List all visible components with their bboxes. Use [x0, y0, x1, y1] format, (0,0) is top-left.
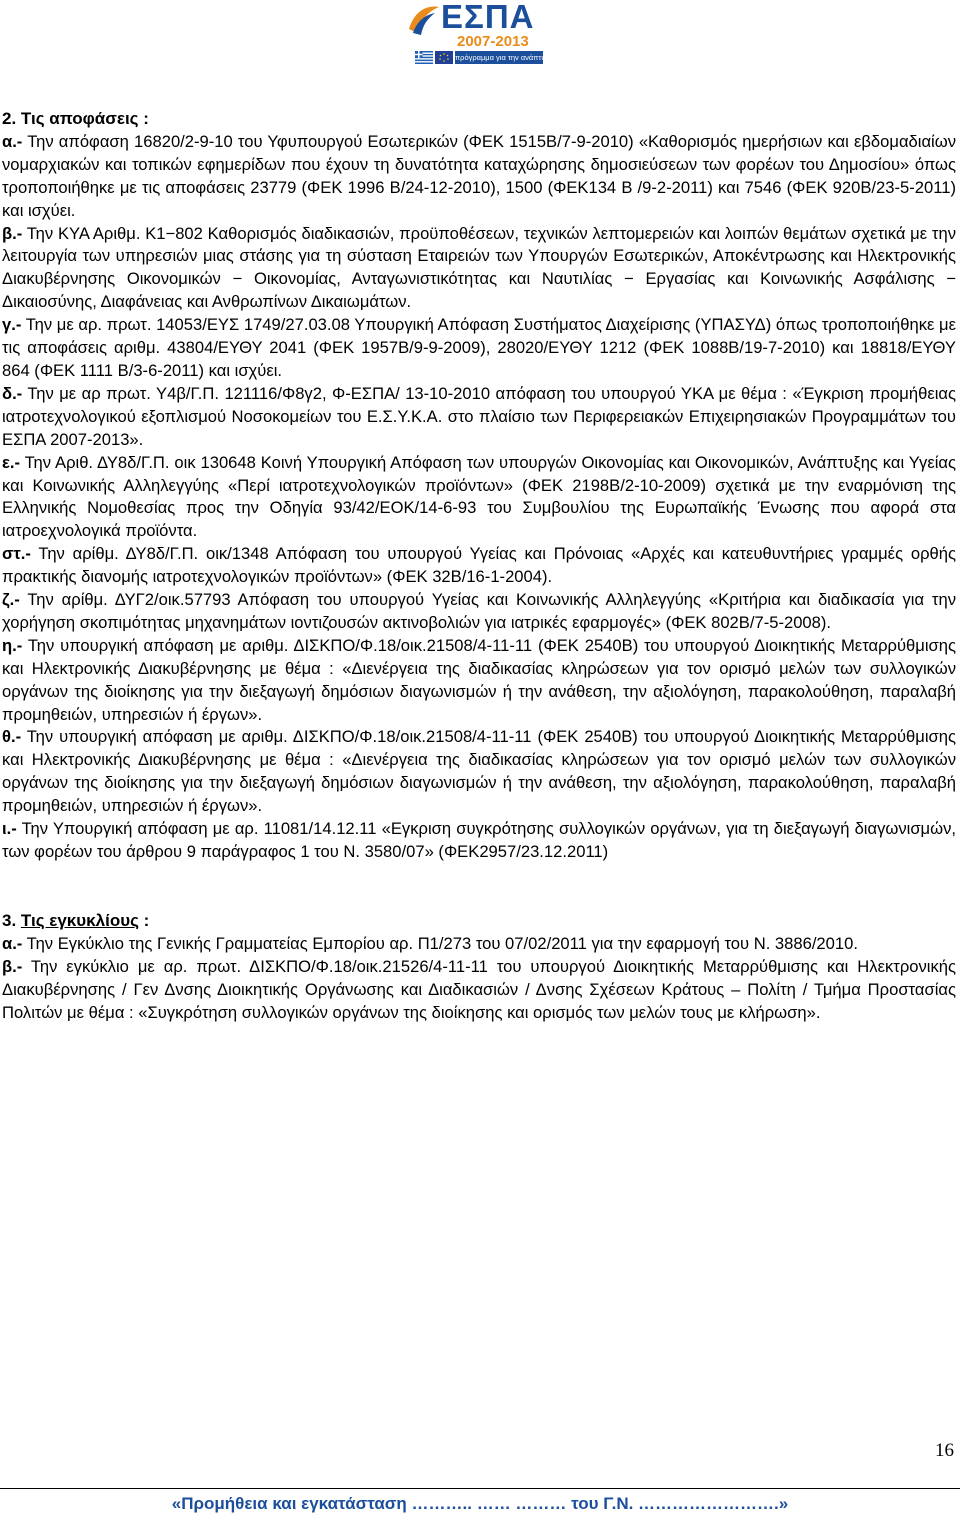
footer-text: «Προμήθεια και εγκατάσταση ……….. …… ……… του Γ.Ν. …………………….» — [171, 1494, 789, 1513]
item-text: Την εγκύκλιο με αρ. πρωτ. ΔΙΣΚΠΟ/Φ.18/οικ.21526/4-11-11 του υπουργού Διοικητικής Μεταρρύθμισης και Ηλεκτρονικής Διακυβέρνησης / Γεν Δνσης Διοικητικής Οργάνωσης και Διαδικασιών / Δνσης Σχέσεων Κράτους – Πολίτη / Τμήμα Προστασίας Πολιτών με θέμα : «Συγκρότηση συλλογικών οργάνων της διοίκησης και ορισμός των μελών τους με κλήρωση». — [2, 956, 956, 1022]
item-label: θ.- — [2, 727, 22, 747]
logo-title: ΕΣΠΑ — [441, 0, 535, 35]
item-text: Την Υπουργική απόφαση με αρ. 11081/14.12.11 «Εγκριση συγκρότησης συλλογικών οργάνων, για τη διεξαγωγή διαγωνισμών, των φορέων του άρθρου 9 παράγραφος 1 του Ν. 3580/07» (ΦΕΚ2957/23.12.2011) — [2, 819, 956, 861]
item-text: Την υπουργική απόφαση με αριθμ. ΔΙΣΚΠΟ/Φ.18/οικ.21508/4-11-11 (ΦΕΚ 2540Β) του υπουργού Διοικητικής Μεταρρύθμισης και Ηλεκτρονικής Διακυβέρνησης με θέμα : «Διενέργεια της διαδικασίας κληρώσεων για τον ορισμό μελών των συλλογικών οργάνων της διοίκησης για την διεξαγωγή δημόσιων διαγωνισμών ή την ανάθεση, την αξιολόγηση, παρακολούθηση, παραλαβή προμηθειών, υπηρεσιών ή έργων». — [2, 727, 956, 816]
footer-divider — [0, 1488, 960, 1489]
decision-item-h — [2, 635, 956, 727]
decision-item-st — [2, 543, 956, 589]
swoosh-icon — [405, 3, 441, 37]
circular-item-a — [2, 933, 956, 956]
decision-item-d — [2, 383, 956, 452]
item-label: β.- — [2, 956, 23, 976]
section-3-colon: : — [138, 910, 150, 930]
item-label: η.- — [2, 635, 23, 655]
logo-bar — [415, 51, 554, 65]
item-label: ι.- — [2, 819, 17, 839]
decision-item-a — [2, 131, 956, 223]
item-text: Την υπουργική απόφαση με αριθμ. ΔΙΣΚΠΟ/Φ.18/οικ.21508/4-11-11 (ΦΕΚ 2540Β) του υπουργού Διοικητικής Μεταρρύθμισης και Ηλεκτρονικής Διακυβέρνησης με θέμα : «Διενέργεια της διαδικασίας κληρώσεων για τον ορισμό μελών των συλλογικών οργάνων της διοίκησης για την διεξαγωγή δημόσιων διαγωνισμών ή την ανάθεση, την αξιολόγηση, παρακολούθηση, παραλαβή προμηθειών, υπηρεσιών ή έργων». — [2, 635, 956, 724]
section-2-title: 2. Τις αποφάσεις : — [2, 109, 149, 128]
item-label: α.- — [2, 933, 23, 953]
item-label: στ.- — [2, 544, 31, 564]
item-label: α.- — [2, 131, 23, 151]
decision-item-i — [2, 818, 956, 864]
decision-item-c — [2, 314, 956, 383]
decision-item-th — [2, 726, 956, 818]
item-text: Την Αριθ. ΔΥ8δ/Γ.Π. οικ 130648 Κοινή Υπουργική Απόφαση των υπουργών Οικονομίας και Οικονομικών, Ανάπτυξης και Υγείας και Κοινωνικής Αλληλεγγύης «Περί ιατροτεχνολογικών προϊόντων» (ΦΕΚ 2198Β/2-10-2009) σχετικά με την εναρμόνιση της Ελληνικής Νομοθεσίας προς την Οδηγία 93/42/ΕΟΚ/14-6-93 του Συμβουλίου της Ευρωπαϊκής Ένωσης που αφορά στα ιατροεχνολογικά προϊόντα. — [2, 452, 956, 541]
greek-flag-icon — [415, 51, 433, 64]
decision-item-b — [2, 223, 956, 315]
page-number: 16 — [935, 1440, 954, 1461]
item-text: Την ΚΥΑ Αριθμ. Κ1−802 Καθορισμός διαδικασιών, προϋποθέσεων, τεχνικών λεπτομερειών και λοιπών θεμάτων σχετικά με την λειτουργία των υπηρεσιών μιας στάσης για τη σύσταση Εταιρειών των Υπουργών Εσωτερικών, Αποκέντρωσης και Ηλεκτρονικής Διακυβέρνησης Οικονομικών − Οικονομίας, Ανταγωνιστικότητας και Ναυτιλίας − Εργασίας και Κοινωνικής Ασφάλισης − Δικαιοσύνης, Διαφάνειας και Ανθρωπίνων Δικαιωμάτων. — [2, 223, 956, 312]
decision-item-e — [2, 452, 956, 544]
section-3-number: 3. — [2, 910, 21, 930]
item-label: β.- — [2, 223, 23, 243]
item-text: Την με αρ. πρωτ. 14053/ΕΥΣ 1749/27.03.08 Υπουργική Απόφαση Συστήματος Διαχείρισης (ΥΠΑΣΥΔ) όπως τροποποιήθηκε με τις αποφάσεις αριθμ. 43804/ΕΥΘΥ 2041 (ΦΕΚ 1957Β/9-9-2009), 28020/ΕΥΘΥ 1212 (ΦΕΚ 1088Β/19-7-2010) και 18818/ΕΥΘΥ 864 (ΦΕΚ 1111 Β/3-6-2011) και ισχύει. — [2, 315, 956, 380]
document-body — [2, 108, 956, 1024]
item-text: Την αρίθμ. ΔΥ8δ/Γ.Π. οικ/1348 Απόφαση του υπουργού Υγείας και Πρόνοιας «Αρχές και κατευθυντήριες γραμμές ορθής πρακτικής διανομής ιατροτεχνολογικών προϊόντων» (ΦΕΚ 32Β/16-1-2004). — [2, 544, 956, 587]
espa-logo — [405, 0, 554, 68]
decision-item-z — [2, 589, 956, 635]
item-label: γ.- — [2, 315, 22, 335]
circular-item-b — [2, 956, 956, 1025]
logo-years: 2007-2013 — [457, 33, 529, 50]
item-text: Την με αρ πρωτ. Υ4β/Γ.Π. 121116/Φ8γ2, Φ-ΕΣΠΑ/ 13-10-2010 απόφαση του υπουργού ΥΚΑ με θέμα : «Έγκριση προμήθειας ιατροτεχνολογικού εξοπλισμού Νοσοκομείων του Ε.Σ.Υ.Κ.Α. στο πλαίσιο των Περιφερειακών Επιχειρησιακών Προγραμμάτων του ΕΣΠΑ 2007-2013». — [2, 383, 956, 449]
logo-motto: πρόγραμμα για την ανάπτυξη — [455, 53, 554, 62]
item-text: Την απόφαση 16820/2-9-10 του Υφυπουργού Εσωτερικών (ΦΕΚ 1515Β/7-9-2010) «Καθορισμός ημερήσιων και εβδομαδιαίων νομαρχιακών και τοπικών εφημερίδων που έχουν τη δυνατότητα καταχώρησης δημοσιεύσεων των φορέων του Δημοσίου» όπως τροποποιήθηκε με τις αποφάσεις 23779 (ΦΕΚ 1996 Β/24-12-2010), 1500 (ΦΕΚ134 Β /9-2-2011) και 7546 (ΦΕΚ 920Β/23-5-2011) και ισχύει. — [2, 131, 956, 220]
eu-flag-icon — [435, 51, 453, 64]
item-text: Την αρίθμ. ΔΥΓ2/οικ.57793 Απόφαση του υπουργού Υγείας και Κοινωνικής Αλληλεγγύης «Κριτήρια και διαδικασία για την χορήγηση σκοπιμότητας μηχανημάτων ιοντιζουσών ακτινοβολιών για ιατρικές εφαρμογές» (ΦΕΚ 802Β/7-5-2008). — [2, 590, 956, 632]
section-spacer — [2, 864, 956, 910]
item-label: δ.- — [2, 383, 23, 403]
item-label: ε.- — [2, 452, 21, 472]
section-3-title — [2, 910, 956, 933]
section-3-heading: Τις εγκυκλίους — [20, 910, 139, 930]
item-text: Την Εγκύκλιο της Γενικής Γραμματείας Εμπορίου αρ. Π1/273 του 07/02/2011 για την εφαρμογή του Ν. 3886/2010. — [22, 933, 858, 953]
item-label: ζ.- — [2, 590, 20, 610]
